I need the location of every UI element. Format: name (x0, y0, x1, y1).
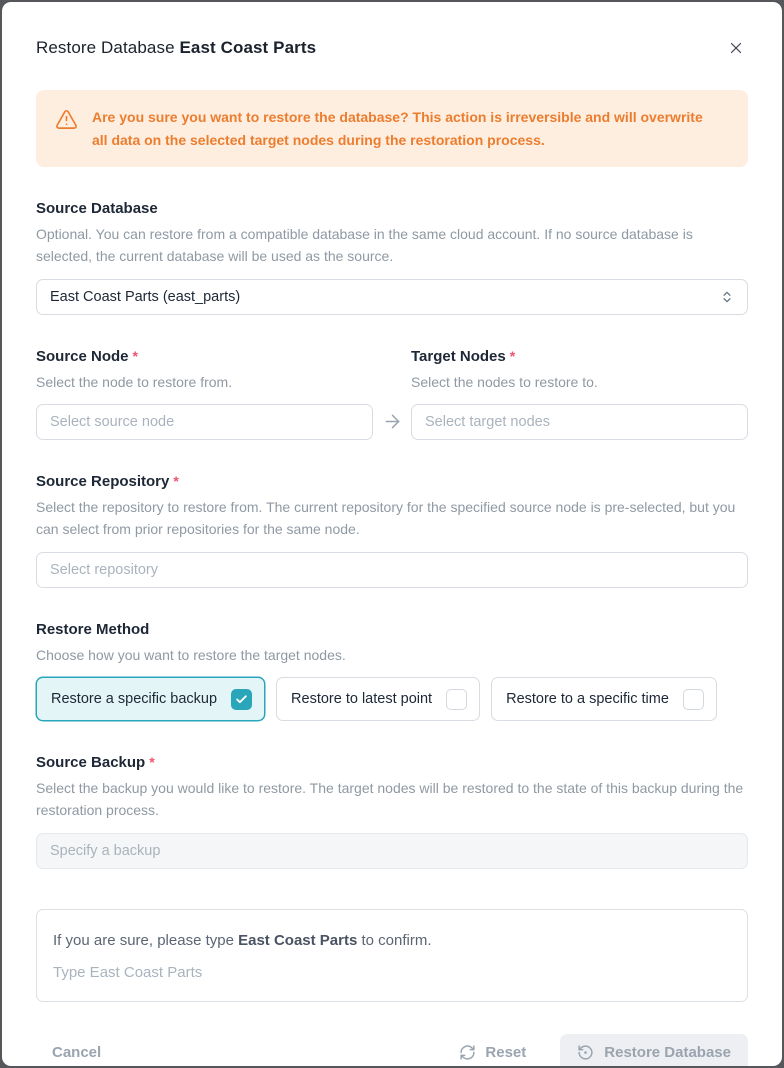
source-backup-section (36, 754, 748, 868)
target-nodes-input[interactable] (411, 404, 748, 440)
chevron-up-down-icon (720, 290, 734, 304)
checkbox[interactable] (446, 689, 467, 710)
required-asterisk: * (509, 347, 516, 364)
source-database-select[interactable] (36, 279, 748, 315)
restore-method-section (36, 621, 748, 722)
source-repository-input[interactable] (36, 552, 748, 588)
restore-method-options (36, 677, 748, 721)
title-prefix: Restore Database (36, 38, 180, 57)
warning-text: Are you sure you want to restore the database? This action is irreversible and will overwrite all data on the selected target nodes during the restoration process. (92, 109, 703, 148)
restore-method-label: Restore Method (36, 620, 150, 638)
source-repository-description: Select the repository to restore from. The current repository for the specified source node is pre-selected, but you can select from prior repositories for the same node. (36, 499, 736, 538)
restore-method-description: Choose how you want to restore the target nodes. (36, 646, 346, 663)
target-nodes-description: Select the nodes to restore to. (411, 373, 598, 390)
reset-label: Reset (485, 1043, 527, 1061)
source-backup-input (36, 833, 748, 869)
cancel-button[interactable]: Cancel (36, 1036, 117, 1066)
restore-database-button[interactable] (560, 1034, 748, 1066)
refresh-icon (459, 1044, 476, 1061)
required-asterisk: * (132, 347, 138, 364)
confirmation-input[interactable] (53, 964, 731, 981)
source-node-input[interactable] (36, 404, 373, 440)
target-nodes-label: Target Nodes * (411, 347, 516, 365)
restore-label: Restore Database (604, 1043, 731, 1061)
restore-history-icon (577, 1044, 594, 1061)
reset-button[interactable] (455, 1036, 530, 1066)
source-repository-section (36, 473, 748, 587)
title-database-name: East Coast Parts (179, 38, 317, 57)
method-option-latest-point[interactable] (276, 677, 480, 721)
source-database-section (36, 200, 748, 314)
target-nodes-section (411, 348, 748, 441)
source-repository-label: Source Repository * (36, 473, 179, 491)
close-icon (727, 39, 745, 57)
modal-footer (36, 1034, 748, 1066)
method-option-label: Restore to latest point (291, 691, 433, 708)
method-option-label: Restore to a specific time (506, 691, 669, 708)
page-title (36, 38, 316, 58)
checkbox[interactable] (683, 689, 704, 710)
source-node-description: Select the node to restore from. (36, 373, 233, 390)
modal-header (36, 2, 748, 60)
source-node-label: Source Node * (36, 347, 138, 365)
source-backup-label: Source Backup * (36, 754, 155, 772)
source-database-selected-value: East Coast Parts (east_parts) (50, 288, 241, 305)
close-button[interactable] (724, 36, 748, 60)
nodes-row (36, 348, 748, 441)
confirmation-database-name: East Coast Parts (238, 931, 358, 949)
warning-triangle-icon (55, 108, 78, 136)
confirmation-box (36, 909, 748, 1002)
source-node-section (36, 348, 373, 441)
warning-banner (36, 90, 748, 167)
required-asterisk: * (149, 754, 155, 771)
restore-database-modal (2, 2, 782, 1066)
checkbox[interactable] (231, 689, 252, 710)
source-database-label: Source Database (36, 200, 158, 218)
source-database-description: Optional. You can restore from a compatible database in the same cloud account. If no source database is selected, the current database will be used as the source. (36, 226, 693, 265)
check-icon (235, 693, 248, 706)
confirmation-text: If you are sure, please type East Coast Parts to confirm. (53, 931, 432, 949)
source-backup-description: Select the backup you would like to restore. The target nodes will be restored to the state of this backup during the restoration process. (36, 780, 744, 819)
arrow-right-icon (382, 411, 403, 432)
required-asterisk: * (173, 473, 179, 490)
method-option-specific-backup[interactable] (36, 677, 265, 721)
method-option-label: Restore a specific backup (51, 691, 218, 708)
method-option-specific-time[interactable] (491, 677, 717, 721)
